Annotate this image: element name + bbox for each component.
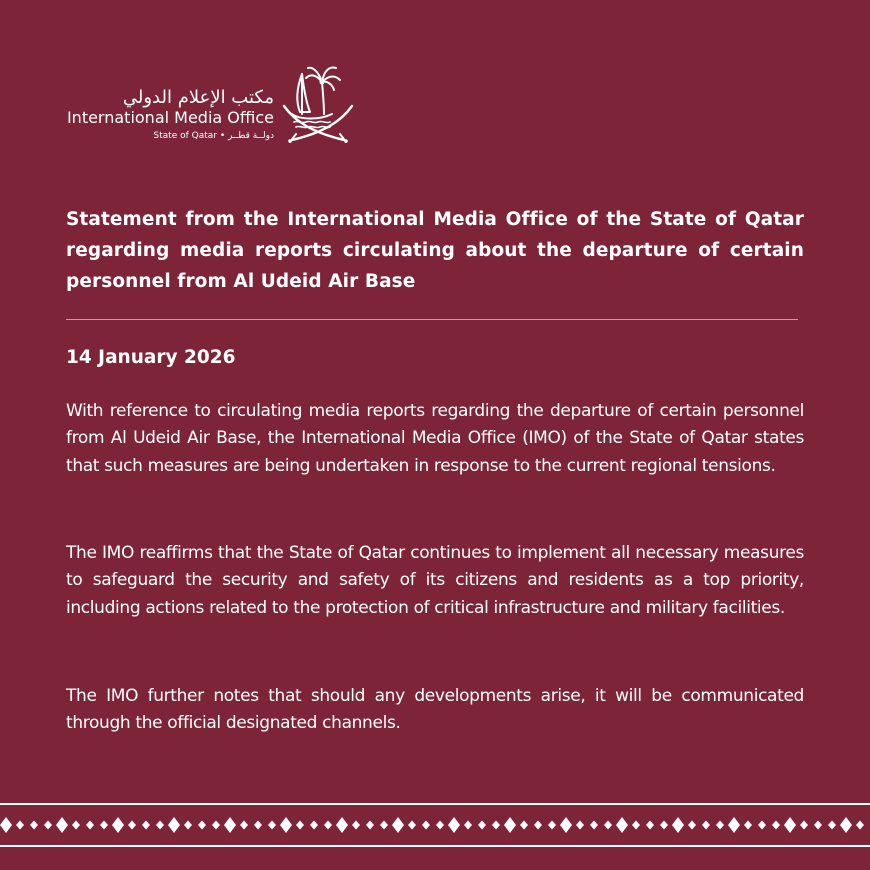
divider: [66, 319, 798, 320]
border-diamond-small: [744, 821, 752, 830]
border-diamond-small: [212, 821, 220, 830]
border-diamond-small: [16, 821, 24, 830]
border-diamond-small: [702, 821, 710, 830]
border-diamond-large: [0, 817, 12, 833]
border-diamond-small: [436, 821, 444, 830]
border-diamond-large: [112, 817, 124, 833]
border-diamond-large: [616, 817, 628, 833]
border-diamond-small: [646, 821, 654, 830]
border-diamond-small: [814, 821, 822, 830]
border-diamond-small: [632, 821, 640, 830]
border-diamond-large: [336, 817, 348, 833]
logo-english-title: International Media Office: [66, 108, 274, 127]
border-diamond-small: [660, 821, 668, 830]
border-diamond-large: [784, 817, 796, 833]
border-diamond-small: [198, 821, 206, 830]
border-diamond-large: [728, 817, 740, 833]
border-diamond-small: [408, 821, 416, 830]
border-diamond-small: [86, 821, 94, 830]
qatar-emblem-icon: [280, 62, 358, 144]
border-diamond-small: [296, 821, 304, 830]
border-diamond-small: [492, 821, 500, 830]
border-diamond-large: [560, 817, 572, 833]
border-diamond-small: [324, 821, 332, 830]
border-diamond-small: [548, 821, 556, 830]
diamond-border-pattern: [0, 800, 870, 850]
paragraph-1: With reference to circulating media reports regarding the departure of certain personnel from Al Udeid Air Base, the International Media Office (IMO) of the State of Qatar states that such measures are being undertaken in response to the current regional tensions.: [66, 401, 804, 476]
paragraph-2: The IMO reaffirms that the State of Qatar continues to implement all necessary measures to safeguard the security and safety of its citizens and residents as a top priority, including actions related to the protection of critical infrastructure and military facilities.: [66, 543, 804, 618]
border-diamond-small: [828, 821, 836, 830]
border-diamond-small: [100, 821, 108, 830]
border-diamond-small: [590, 821, 598, 830]
border-diamond-small: [142, 821, 150, 830]
border-diamond-small: [520, 821, 528, 830]
border-diamond-large: [280, 817, 292, 833]
border-diamond-small: [716, 821, 724, 830]
border-diamond-small: [772, 821, 780, 830]
border-diamond-small: [366, 821, 374, 830]
border-diamond-small: [72, 821, 80, 830]
border-diamond-small: [254, 821, 262, 830]
border-diamond-small: [576, 821, 584, 830]
border-diamond-small: [604, 821, 612, 830]
border-diamond-large: [672, 817, 684, 833]
border-diamond-small: [310, 821, 318, 830]
border-diamond-small: [128, 821, 136, 830]
logo-subtitle: State of Qatar • دولــة قطــر: [153, 131, 274, 141]
border-diamond-small: [856, 821, 864, 830]
border-diamond-large: [504, 817, 516, 833]
border-diamond-small: [268, 821, 276, 830]
border-diamond-small: [380, 821, 388, 830]
statement-date: 14 January 2026: [66, 347, 236, 368]
logo: [64, 62, 364, 152]
border-diamond-small: [758, 821, 766, 830]
border-diamond-small: [422, 821, 430, 830]
paragraph-3: The IMO further notes that should any developments arise, it will be communicated through the official designated channels.: [66, 686, 804, 734]
border-diamond-large: [840, 817, 852, 833]
border-diamond-large: [56, 817, 68, 833]
logo-text: [64, 88, 274, 143]
border-diamond-small: [688, 821, 696, 830]
border-diamond-large: [448, 817, 460, 833]
border-diamond-large: [392, 817, 404, 833]
logo-arabic-title: مكتب الإعلام الدولي: [122, 87, 274, 108]
border-diamond-small: [156, 821, 164, 830]
border-diamond-small: [44, 821, 52, 830]
border-diamond-small: [30, 821, 38, 830]
border-diamond-small: [184, 821, 192, 830]
border-diamond-small: [352, 821, 360, 830]
border-diamond-small: [240, 821, 248, 830]
border-diamond-large: [224, 817, 236, 833]
border-diamond-small: [800, 821, 808, 830]
border-diamond-small: [478, 821, 486, 830]
border-diamond-small: [464, 821, 472, 830]
statement-title: Statement from the International Media Office of the State of Qatar regarding media reports circulating about the departure of certain personnel from Al Udeid Air Base: [66, 209, 804, 292]
border-diamond-small: [534, 821, 542, 830]
border-diamond-large: [168, 817, 180, 833]
